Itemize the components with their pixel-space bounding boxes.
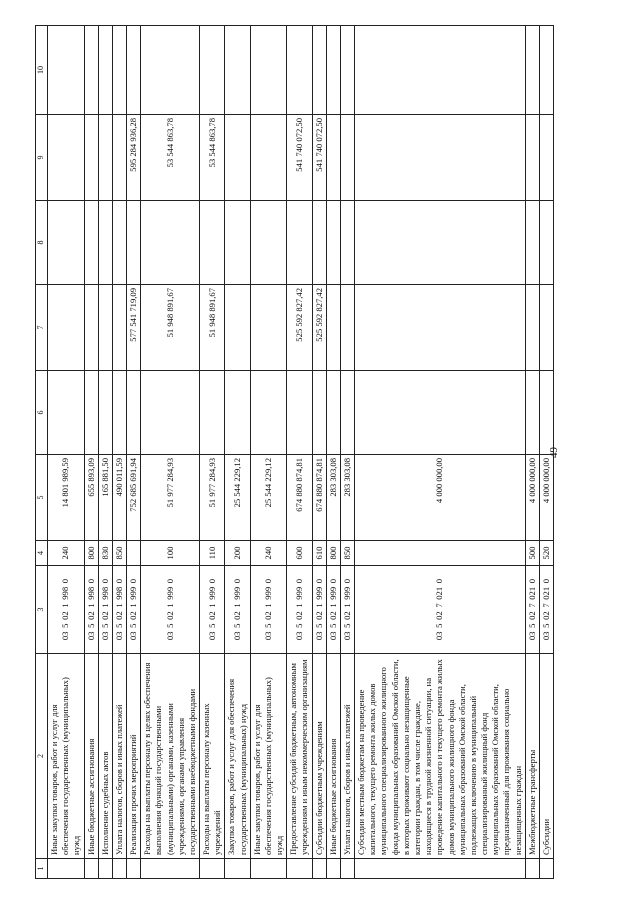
row-name: Закупка товаров, работ и услуг для обеспечения государственных (муниципальных) нужд [225, 654, 250, 859]
row-amount-9: 53 544 863,78 [200, 115, 225, 201]
row-amount-8 [287, 201, 312, 285]
row-code: 03 5 02 1 998 0 [112, 566, 126, 654]
row-name: Субсидии [539, 654, 553, 859]
row-amount-10 [84, 26, 98, 115]
row-amount-10 [355, 26, 526, 115]
row-index-cell [539, 859, 553, 879]
row-amount-5: 674 880 874,81 [312, 455, 326, 541]
row-amount-8 [539, 201, 553, 285]
row-amount-7: 525 592 827,42 [312, 285, 326, 371]
row-code: 03 5 02 1 999 0 [287, 566, 312, 654]
table-body [48, 26, 554, 879]
row-code: 03 5 02 7 021 0 [525, 566, 539, 654]
row-amount-9 [48, 115, 85, 201]
row-amount-6 [112, 371, 126, 455]
column-header: 2 [36, 654, 48, 859]
row-amount-8 [355, 201, 526, 285]
row-index-cell [200, 859, 225, 879]
row-code: 03 5 02 1 999 0 [340, 566, 354, 654]
column-header: 9 [36, 115, 48, 201]
column-header: 3 [36, 566, 48, 654]
row-amount-7: 51 948 891,67 [200, 285, 225, 371]
row-expense-type: 500 [525, 541, 539, 566]
row-amount-10 [250, 26, 287, 115]
row-amount-7 [112, 285, 126, 371]
table-row [112, 26, 126, 879]
row-amount-5: 283 303,08 [326, 455, 340, 541]
row-index-cell [48, 859, 85, 879]
row-amount-10 [539, 26, 553, 115]
row-amount-8 [112, 201, 126, 285]
row-name: Субсидии бюджетным учреждениям [312, 654, 326, 859]
row-expense-type: 600 [287, 541, 312, 566]
row-amount-6 [250, 371, 287, 455]
row-expense-type: 520 [539, 541, 553, 566]
row-amount-9 [112, 115, 126, 201]
budget-table [35, 25, 554, 879]
row-name: Субсидии местным бюджетам на проведение капитального, текущего ремонта жилых домов муниципального специализированного жилищного фонда муниципальных образований Омской области, в которых проживают социально незащищенные категории граждан, в том числе граждане, находящиеся в трудной жизненной ситуации, на проведение капитального и текущего ремонта жилых домов муниципального жилищного фонда муниципальных образований Омской области, подлежащих включению в муниципальный специализированный жилищный фонд муниципальных образований Омской области, предназначенный для проживания социально незащищенных граждан [355, 654, 526, 859]
row-amount-9 [98, 115, 112, 201]
row-code: 03 5 02 1 999 0 [312, 566, 326, 654]
table-row [98, 26, 112, 879]
row-expense-type [127, 541, 141, 566]
row-expense-type: 800 [84, 541, 98, 566]
row-index-cell [326, 859, 340, 879]
row-amount-6 [355, 371, 526, 455]
page-number: 49 [548, 447, 560, 458]
row-code: 03 5 02 1 999 0 [326, 566, 340, 654]
row-amount-5: 51 977 284,93 [200, 455, 225, 541]
row-amount-9 [225, 115, 250, 201]
row-name: Предоставление субсидий бюджетным, автономным учреждениям и иным некоммерческим организациям [287, 654, 312, 859]
row-amount-8 [525, 201, 539, 285]
table-row [539, 26, 553, 879]
table-row [355, 26, 526, 879]
row-amount-9 [84, 115, 98, 201]
row-expense-type: 850 [340, 541, 354, 566]
row-amount-7 [340, 285, 354, 371]
row-name: Исполнение судебных актов [98, 654, 112, 859]
table-row [340, 26, 354, 879]
row-amount-7 [355, 285, 526, 371]
row-amount-6 [340, 371, 354, 455]
row-name: Иные бюджетные ассигнования [326, 654, 340, 859]
row-code: 03 5 02 1 999 0 [127, 566, 141, 654]
row-expense-type [355, 541, 526, 566]
row-amount-10 [287, 26, 312, 115]
row-amount-6 [525, 371, 539, 455]
row-expense-type: 850 [112, 541, 126, 566]
row-amount-6 [326, 371, 340, 455]
row-amount-6 [312, 371, 326, 455]
row-amount-10 [127, 26, 141, 115]
row-amount-9: 541 740 072,50 [312, 115, 326, 201]
row-amount-9 [326, 115, 340, 201]
row-amount-7 [98, 285, 112, 371]
row-index-cell [225, 859, 250, 879]
row-amount-10 [225, 26, 250, 115]
row-amount-10 [112, 26, 126, 115]
table-row [84, 26, 98, 879]
row-amount-7 [225, 285, 250, 371]
row-amount-9 [355, 115, 526, 201]
row-expense-type: 830 [98, 541, 112, 566]
table-row [141, 26, 200, 879]
row-amount-5: 165 881,50 [98, 455, 112, 541]
row-amount-10 [200, 26, 225, 115]
row-amount-6 [539, 371, 553, 455]
row-amount-10 [326, 26, 340, 115]
table-row [127, 26, 141, 879]
row-amount-10 [340, 26, 354, 115]
table-row [225, 26, 250, 879]
row-amount-10 [141, 26, 200, 115]
row-name: Иные закупки товаров, работ и услуг для обеспечения государственных (муниципальных) нужд [250, 654, 287, 859]
row-code: 03 5 02 1 999 0 [200, 566, 225, 654]
row-amount-5: 51 977 284,93 [141, 455, 200, 541]
row-amount-8 [340, 201, 354, 285]
row-expense-type: 200 [225, 541, 250, 566]
table-row [48, 26, 85, 879]
row-amount-9 [340, 115, 354, 201]
row-expense-type: 100 [141, 541, 200, 566]
row-name: Уплата налогов, сборов и иных платежей [340, 654, 354, 859]
row-amount-5: 4 000 000,00 [539, 455, 553, 541]
row-amount-9: 595 284 936,28 [127, 115, 141, 201]
row-amount-8 [48, 201, 85, 285]
row-expense-type: 110 [200, 541, 225, 566]
row-amount-8 [141, 201, 200, 285]
row-index-cell [340, 859, 354, 879]
row-amount-6 [225, 371, 250, 455]
row-amount-5: 655 893,09 [84, 455, 98, 541]
row-amount-10 [312, 26, 326, 115]
row-index-cell [250, 859, 287, 879]
row-index-cell [127, 859, 141, 879]
row-amount-6 [48, 371, 85, 455]
row-code: 03 5 02 7 021 0 [355, 566, 526, 654]
row-name: Иные закупки товаров, работ и услуг для обеспечения государственных (муниципальных) нужд [48, 654, 85, 859]
table-row [200, 26, 225, 879]
table-row [326, 26, 340, 879]
row-amount-7 [84, 285, 98, 371]
row-amount-9 [539, 115, 553, 201]
row-amount-5: 25 544 229,12 [250, 455, 287, 541]
row-amount-6 [287, 371, 312, 455]
row-amount-5: 14 801 989,59 [48, 455, 85, 541]
column-header: 8 [36, 201, 48, 285]
table-row [312, 26, 326, 879]
column-header: 1 [36, 859, 48, 879]
column-header: 10 [36, 26, 48, 115]
row-amount-8 [312, 201, 326, 285]
column-header: 5 [36, 455, 48, 541]
row-amount-5: 25 544 229,12 [225, 455, 250, 541]
row-amount-7: 577 541 719,09 [127, 285, 141, 371]
row-index-cell [312, 859, 326, 879]
row-code: 03 5 02 1 999 0 [225, 566, 250, 654]
column-header: 6 [36, 371, 48, 455]
row-index-cell [287, 859, 312, 879]
row-amount-7 [539, 285, 553, 371]
row-amount-8 [250, 201, 287, 285]
row-amount-5: 490 011,59 [112, 455, 126, 541]
row-amount-7 [250, 285, 287, 371]
row-amount-8 [326, 201, 340, 285]
row-amount-7 [525, 285, 539, 371]
row-amount-7 [48, 285, 85, 371]
row-code: 03 5 02 7 021 0 [539, 566, 553, 654]
column-header: 7 [36, 285, 48, 371]
row-amount-9 [250, 115, 287, 201]
row-amount-9 [525, 115, 539, 201]
row-name: Иные бюджетные ассигнования [84, 654, 98, 859]
row-amount-9: 53 544 863,78 [141, 115, 200, 201]
row-expense-type: 240 [250, 541, 287, 566]
row-amount-6 [127, 371, 141, 455]
row-code: 03 5 02 1 999 0 [250, 566, 287, 654]
row-name: Реализация прочих мероприятий [127, 654, 141, 859]
header-row [36, 26, 48, 879]
row-name: Расходы на выплаты персоналу в целях обеспечения выполнения функций государственными (муниципальными) органами, казенными учреждениями, органами управления государственными внебюджетными фондами [141, 654, 200, 859]
row-amount-6 [200, 371, 225, 455]
row-code: 03 5 02 1 998 0 [98, 566, 112, 654]
row-code: 03 5 02 1 998 0 [84, 566, 98, 654]
row-code: 03 5 02 1 999 0 [141, 566, 200, 654]
row-name: Расходы на выплаты персоналу казенных учреждений [200, 654, 225, 859]
row-amount-8 [225, 201, 250, 285]
row-amount-7: 51 948 891,67 [141, 285, 200, 371]
row-amount-8 [84, 201, 98, 285]
table-row [287, 26, 312, 879]
row-index-cell [98, 859, 112, 879]
row-amount-6 [84, 371, 98, 455]
row-expense-type: 610 [312, 541, 326, 566]
row-name: Межбюджетные трансферты [525, 654, 539, 859]
table-row [250, 26, 287, 879]
row-amount-8 [127, 201, 141, 285]
row-expense-type: 240 [48, 541, 85, 566]
row-index-cell [84, 859, 98, 879]
row-amount-8 [200, 201, 225, 285]
row-amount-7 [326, 285, 340, 371]
row-amount-10 [525, 26, 539, 115]
row-index-cell [141, 859, 200, 879]
row-amount-7: 525 592 827,42 [287, 285, 312, 371]
row-code: 03 5 02 1 998 0 [48, 566, 85, 654]
column-header: 4 [36, 541, 48, 566]
row-index-cell [112, 859, 126, 879]
row-amount-6 [98, 371, 112, 455]
row-amount-10 [98, 26, 112, 115]
row-amount-10 [48, 26, 85, 115]
row-expense-type: 800 [326, 541, 340, 566]
row-index-cell [355, 859, 526, 879]
row-amount-5: 752 685 691,94 [127, 455, 141, 541]
row-name: Уплата налогов, сборов и иных платежей [112, 654, 126, 859]
row-amount-5: 283 303,08 [340, 455, 354, 541]
row-amount-5: 4 000 000,00 [525, 455, 539, 541]
table-row [525, 26, 539, 879]
row-amount-5: 674 880 874,81 [287, 455, 312, 541]
row-amount-9: 541 740 072,50 [287, 115, 312, 201]
row-amount-6 [141, 371, 200, 455]
row-amount-5: 4 000 000,00 [355, 455, 526, 541]
row-index-cell [525, 859, 539, 879]
row-amount-8 [98, 201, 112, 285]
